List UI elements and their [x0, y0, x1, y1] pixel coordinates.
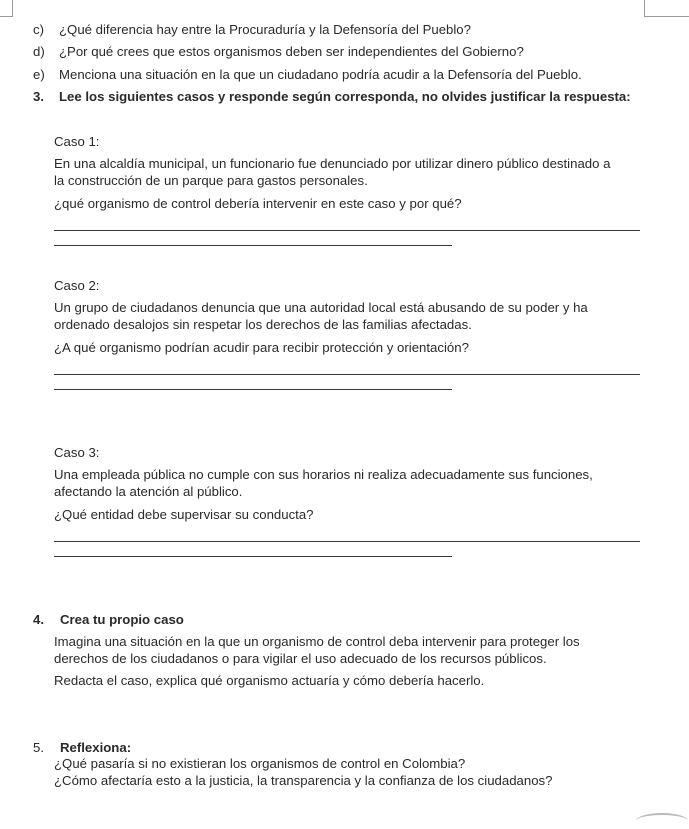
section-4-number: 4.	[33, 612, 44, 627]
case-2-body-line-2: ordenado desalojos sin respetar los derechos de las familias afectadas.	[54, 317, 472, 332]
case-2-title: Caso 2:	[54, 278, 100, 293]
case-2-answer-line-2[interactable]	[54, 389, 452, 390]
case-1-body-line-1: En una alcaldía municipal, un funcionario fue denunciado por utilizar dinero público destinado a	[54, 156, 611, 171]
case-3-body-line-2: afectando la atención al público.	[54, 484, 243, 499]
case-1-answer-line-2[interactable]	[54, 245, 452, 246]
case-3-answer-line-2[interactable]	[54, 556, 452, 557]
page-corner-left	[0, 0, 13, 17]
section-5-question-1: ¿Qué pasaría si no existieran los organismos de control en Colombia?	[54, 756, 466, 771]
case-1-body-line-2: la construcción de un parque para gastos personales.	[54, 173, 368, 188]
section-3-number: 3.	[33, 89, 44, 104]
section-5-title: Reflexiona:	[60, 740, 132, 755]
case-3-title: Caso 3:	[54, 445, 100, 460]
section-4-body-line-1: Imagina una situación en la que un organismo de control deba intervenir para proteger los	[54, 634, 580, 649]
case-1-answer-line-1[interactable]	[54, 230, 640, 231]
page-curl-decoration	[636, 813, 688, 829]
case-2-question: ¿A qué organismo podrían acudir para recibir protección y orientación?	[54, 340, 469, 355]
case-3-answer-line-1[interactable]	[54, 541, 640, 542]
page-corner-right	[644, 0, 689, 17]
case-1-title: Caso 1:	[54, 134, 100, 149]
item-e-text: Menciona una situación en la que un ciudadano podría acudir a la Defensoría del Pueblo.	[59, 67, 582, 82]
item-c-text: ¿Qué diferencia hay entre la Procuraduría y la Defensoría del Pueblo?	[59, 22, 471, 37]
item-d-marker: d)	[33, 44, 45, 59]
section-4-instruction: Redacta el caso, explica qué organismo actuaría y cómo debería hacerlo.	[54, 673, 485, 688]
item-e-marker: e)	[33, 67, 45, 82]
case-1-question: ¿qué organismo de control debería intervenir en este caso y por qué?	[54, 196, 462, 211]
section-3-title: Lee los siguientes casos y responde según corresponda, no olvides justificar la respuesta:	[59, 89, 631, 104]
section-4-title: Crea tu propio caso	[60, 612, 184, 627]
case-2-body-line-1: Un grupo de ciudadanos denuncia que una autoridad local está abusando de su poder y ha	[54, 300, 588, 315]
section-4-body-line-2: derechos de los ciudadanos o para vigilar el uso adecuado de los recursos públicos.	[54, 651, 547, 666]
section-5-number: 5.	[33, 740, 44, 755]
case-3-question: ¿Qué entidad debe supervisar su conducta?	[54, 507, 314, 522]
item-d-text: ¿Por qué crees que estos organismos deben ser independientes del Gobierno?	[59, 44, 524, 59]
item-c-marker: c)	[33, 22, 44, 37]
case-2-answer-line-1[interactable]	[54, 374, 640, 375]
section-5-question-2: ¿Cómo afectaría esto a la justicia, la transparencia y la confianza de los ciudadanos?	[54, 773, 553, 788]
case-3-body-line-1: Una empleada pública no cumple con sus horarios ni realiza adecuadamente sus funciones,	[54, 467, 593, 482]
